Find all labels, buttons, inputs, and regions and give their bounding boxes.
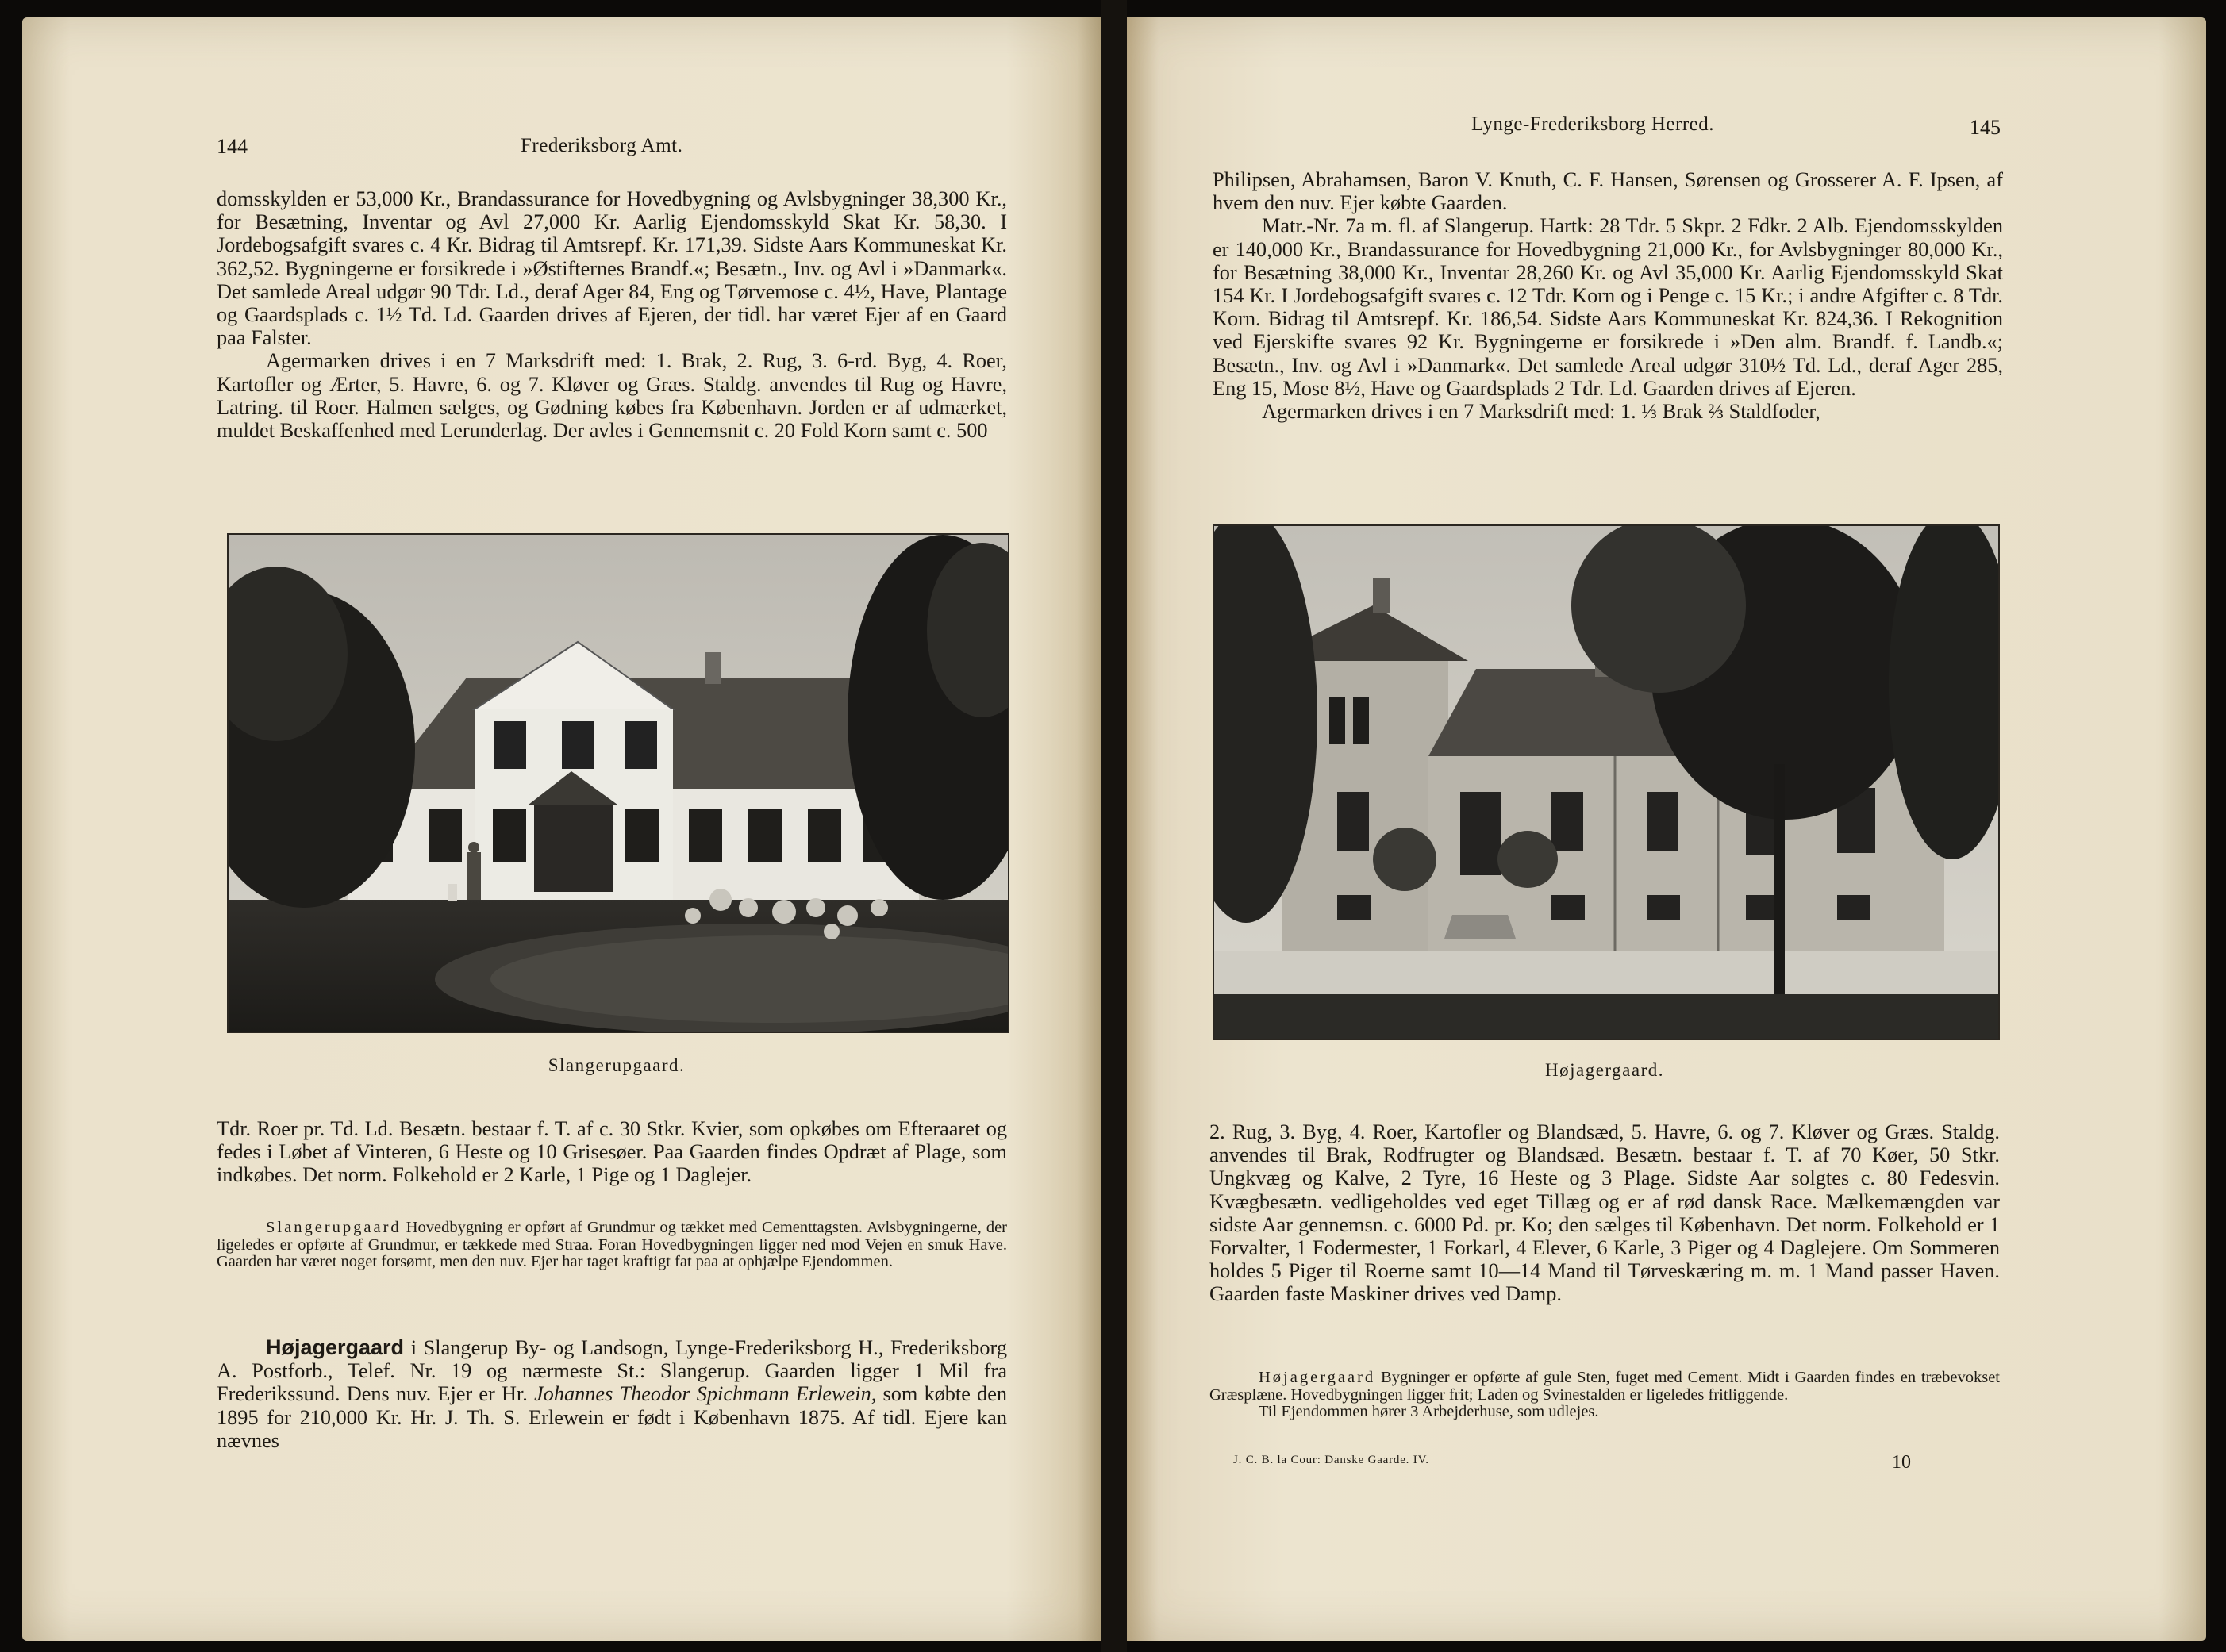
paragraph: Agermarken drives i en 7 Marksdrift med: 1. ⅓ Brak ⅔ Staldfoder, <box>1262 400 1820 424</box>
note-subject: Slangerupgaard <box>266 1219 402 1236</box>
paragraph: Tdr. Roer pr. Td. Ld. Besætn. bestaar f. T. af c. 30 Stkr. Kvier, som opkøbes om Efteraaret og fedes i Løbet af Vinteren, 6 Heste og 10 Grisesøer. Paa Gaarden findes Opdræt af Plage, som indkøbes. Det norm. Folkehold er 2 Karle, 1 Pige og 1 Daglejer. <box>217 1117 1007 1187</box>
caption-slangerupgaard: Slangerupgaard. <box>548 1055 686 1075</box>
right-small-note <box>1209 1370 2000 1421</box>
right-page-number: 145 <box>1970 116 2001 139</box>
paragraph: Philipsen, Abrahamsen, Baron V. Knuth, C. F. Hansen, Sørensen og Grosserer A. F. Ipsen, af hvem den nuv. Ejer købte Gaarden. <box>1213 168 2003 215</box>
photo-hojagergaard <box>1213 524 2000 1040</box>
note-text: Til Ejendommen hører 3 Arbejderhuse, som udlejes. <box>1259 1403 1599 1420</box>
left-running-head: Frederiksborg Amt. <box>521 135 683 156</box>
left-page-number: 144 <box>217 135 248 158</box>
hojagergaard-image <box>1214 526 1998 1039</box>
entry-text: som købte den 1895 for 210,000 Kr. Hr. J. Th. S. Erlewein er født i København 1875. Af tidl. Ejere kan nævnes <box>217 1382 1008 1452</box>
paragraph: domsskylden er 53,000 Kr., Brandassurance for Hovedbygning og Avlsbygninger 38,300 Kr., for Besætning, Inventar og Avl 27,000 Kr. Aarlig Ejendomsskyld Skat Kr. 58,30. I Jordebogsafgift svares c. 4 Kr. Bidrag til Amtsrepf. Kr. 171,39. Sidste Aars Kommuneskat Kr. 362,52. Bygningerne er forsikrede i »Østifternes Brandf.«; Besætn., Inv. og Avl i »Danmark«. Det samlede Areal udgør 90 Tdr. Ld., deraf Ager 84, Eng og Tørvemose c. 4½, Have, Plantage og Gaardsplads c. 1½ Td. Ld. Gaarden drives af Ejeren, der tidl. har været Ejer af en Gaard paa Falster. <box>217 187 1007 350</box>
note-text: Bygninger er opførte af gule Sten, fuget med Cement. Midt i Gaarden findes en træbevokset Græsplæne. Hovedbygningen ligger frit; Laden og Svinestalden er ligeledes fritliggende. <box>1209 1369 2000 1404</box>
footer-source: J. C. B. la Cour: Danske Gaarde. IV. <box>1233 1454 1429 1466</box>
left-entry <box>217 1336 1007 1452</box>
entry-owner: Johannes Theodor Spichmann Erlewein, <box>534 1382 877 1406</box>
note-text: Hovedbygning er opført af Grundmur og tækket med Cementtagsten. Avlsbygningerne, der ligeledes er opførte af Grundmur, er tækkede med Straa. Foran Hovedbygningen ligger ned mod Vejen en smuk Have. Gaarden har været noget forsømt, men den nuv. Ejer har taget kraftigt fat paa at ophjælpe Ejendommen. <box>217 1219 1008 1270</box>
paragraph: Agermarken drives i en 7 Marksdrift med: 1. Brak, 2. Rug, 3. 6-rd. Byg, 4. Roer, Kartofler og Ærter, 5. Havre, 6. og 7. Kløver og Græs. Staldg. anvendes til Rug og Havre, Latring. til Roer. Halmen sælges, og Gødning købes fra København. Jorden er af udmærket, muldet Beskaffenhed med Lerunderlag. Der avles i Gennemsnit c. 20 Fold Korn samt c. 500 <box>217 349 1007 443</box>
caption-hojagergaard: Højagergaard. <box>1545 1060 1664 1080</box>
left-body-top <box>217 187 1007 442</box>
right-body-bottom <box>1209 1120 2000 1306</box>
note-subject: Højagergaard <box>1259 1369 1376 1386</box>
right-body-top <box>1213 168 2003 423</box>
paragraph: Matr.-Nr. 7a m. fl. af Slangerup. Hartk: 28 Tdr. 5 Skpr. 2 Fdkr. 2 Alb. Ejendomsskylden er 140,000 Kr., Brandassurance for Hovedbygning 21,000 Kr., for Avlsbygninger 80,000 Kr., for Besætning 38,000 Kr., Inventar 28,260 Kr. og Avl 35,000 Kr. Aarlig Ejendomsskyld Skat 154 Kr. I Jordebogsafgift svares c. 12 Tdr. Korn og i Penge c. 15 Kr.; i andre Afgifter c. 8 Tdr. Korn. Bidrag til Amtsrepf. Kr. 186,54. Sidste Aars Kommuneskat Kr. 824,36. I Rekognition ved Ejerskifte svares 92 Kr. Bygningerne er forsikrede i »Den alm. Brandf. f. Landb.«; Besætn., Inv. og Avl i »Danmark«. Det samlede Areal udgør 310½ Td. Ld., deraf Ager 285, Eng 15, Mose 8½, Have og Gaardsplads 2 Tdr. Ld. Gaarden drives af Ejeren. <box>1213 214 2003 400</box>
left-body-bottom <box>217 1117 1007 1187</box>
left-small-note <box>217 1220 1007 1271</box>
signature-number: 10 <box>1892 1452 1911 1473</box>
paragraph: 2. Rug, 3. Byg, 4. Roer, Kartofler og Blandsæd, 5. Havre, 6. og 7. Kløver og Græs. Staldg. anvendes til Brak, Rodfrugter og Blandsæd. Besætn. bestaar f. T. af 70 Køer, 50 Stkr. Ungkvæg og Kalve, 2 Tyre, 16 Heste og 3 Plage. Sidste Aar solgtes c. 80 Fedesvin. Kvægbesætn. vedligeholdes ved eget Tillæg og er af rød dansk Race. Mælkemængden var sidste Aar gennemsn. c. 6000 Pd. pr. Ko; den sælges til København. Det norm. Folkehold er 1 Forvalter, 1 Fodermester, 1 Forkarl, 4 Elever, 6 Karle, 3 Piger og 4 Daglejere. Om Sommeren holdes 5 Piger til Roerne samt 10—14 Mand til Tørveskæring m. m. 1 Mand passer Haven. Gaarden faste Maskiner drives ved Damp. <box>1209 1120 2000 1306</box>
photo-slangerupgaard <box>227 533 1009 1033</box>
book-gutter <box>1101 0 1127 1652</box>
entry-heading: Højagergaard <box>266 1335 405 1359</box>
right-running-head: Lynge-Frederiksborg Herred. <box>1471 113 1715 135</box>
entry-text: i Slangerup By- og Landsogn, Lynge-Frederiksborg H., Frederiksborg A. Postforb., Telef. Nr. 19 og nærmeste St.: Slangerup. Gaarden ligger 1 Mil fra Frederikssund. Dens nuv. Ejer er Hr. <box>217 1336 1007 1406</box>
slangerupgaard-image <box>229 535 1008 1032</box>
